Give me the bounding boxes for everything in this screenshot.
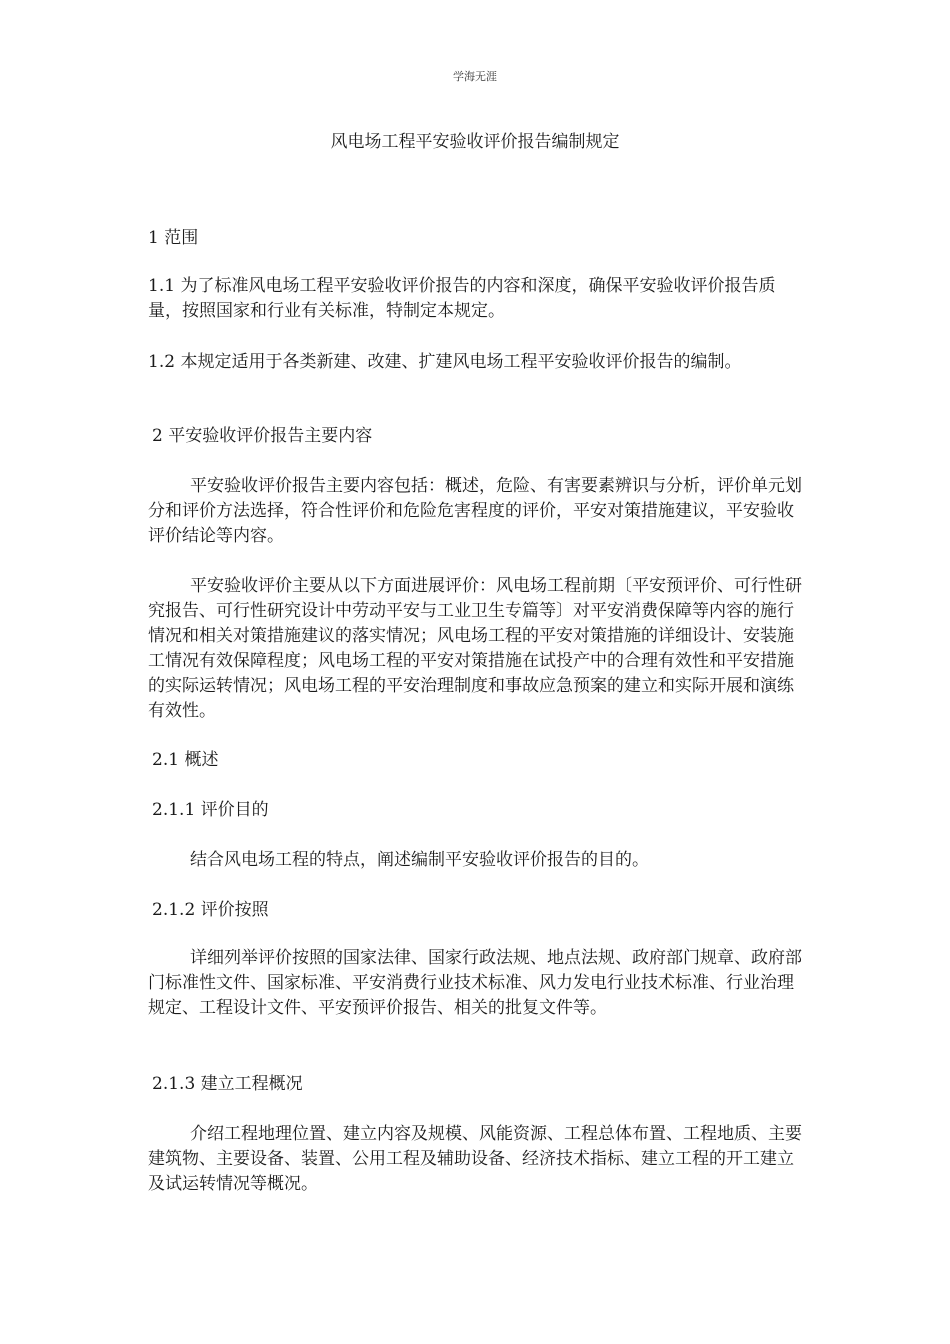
- paragraph-2-1-3: 介绍工程地理位置、建立内容及规模、风能资源、工程总体布置、工程地质、主要建筑物、主要设备、装置、公用工程及辅助设备、经济技术指标、建立工程的开工建立及试运转情况等概况。: [148, 1124, 802, 1194]
- paragraph-1-1: 1.1 为了标准风电场工程平安验收评价报告的内容和深度，确保平安验收评价报告质量，按照国家和行业有关标准，特制定本规定。: [148, 276, 776, 321]
- paragraph-1-2: 1.2 本规定适用于各类新建、改建、扩建风电场工程平安验收评价报告的编制。: [148, 352, 742, 372]
- paragraph-2-1-2: 详细列举评价按照的国家法律、国家行政法规、地点法规、政府部门规章、政府部门标准性文件、国家标准、平安消费行业技术标准、风力发电行业技术标准、行业治理规定、工程设计文件、平安预评价报告、相关的批复文件等。: [148, 948, 802, 1018]
- document-title: 风电场工程平安验收评价报告编制规定: [330, 132, 620, 152]
- section-2-1-heading: 2.1 概述: [152, 750, 219, 770]
- paragraph-2-1-1: 结合风电场工程的特点，阐述编制平安验收评价报告的目的。: [190, 850, 649, 870]
- section-2-1-2-heading: 2.1.2 评价按照: [152, 900, 269, 920]
- paragraph-2-evaluation-scope: 平安验收评价主要从以下方面进展评价：风电场工程前期〔平安预评价、可行性研究报告、可行性研究设计中劳动平安与工业卫生专篇等〕对平安消费保障等内容的施行情况和相关对策措施建议的落实情况；风电场工程的平安对策措施的详细设计、安装施工情况有效保障程度；风电场工程的平安对策措施在试投产中的合理有效性和平安措施的实际运转情况；风电场工程的平安治理制度和事故应急预案的建立和实际开展和演练有效性。: [148, 576, 802, 721]
- page-header: 学海无涯: [453, 70, 497, 83]
- paragraph-2-intro: 平安验收评价报告主要内容包括：概述，危险、有害要素辨识与分析，评价单元划分和评价方法选择，符合性评价和危险危害程度的评价，平安对策措施建议，平安验收评价结论等内容。: [148, 476, 802, 546]
- section-2-1-1-heading: 2.1.1 评价目的: [152, 800, 269, 820]
- section-2-heading: 2 平安验收评价报告主要内容: [152, 426, 373, 446]
- section-1-heading: 1 范围: [148, 228, 199, 248]
- section-2-1-3-heading: 2.1.3 建立工程概况: [152, 1074, 303, 1094]
